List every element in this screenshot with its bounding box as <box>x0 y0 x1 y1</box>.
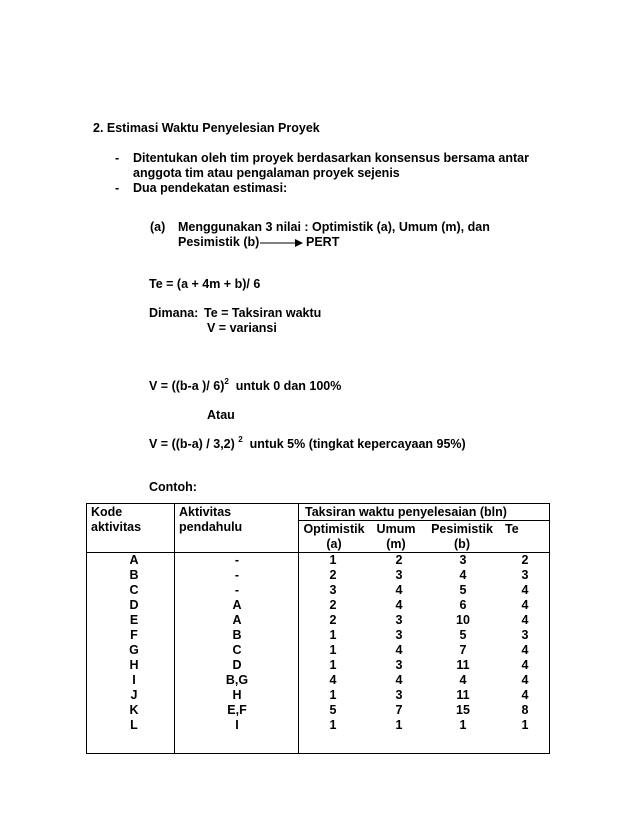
cell-kode: B <box>129 568 139 582</box>
cell-te: 4 <box>521 643 529 657</box>
formula-v2-rest: untuk 5% (tingkat kepercayaan 95%) <box>242 437 466 451</box>
cell-umum: 3 <box>395 688 403 702</box>
header-umum-symbol: (m) <box>386 537 406 551</box>
table-row <box>87 643 549 658</box>
cell-te: 4 <box>521 598 529 612</box>
cell-optimistik: 1 <box>329 553 337 567</box>
cell-optimistik: 2 <box>329 613 337 627</box>
cell-pendahulu: A <box>232 613 242 627</box>
header-pesimistik-symbol: (b) <box>454 537 470 551</box>
cell-optimistik: 4 <box>329 673 337 687</box>
cell-te: 4 <box>521 688 529 702</box>
bullet-1-line-2: anggota tim atau pengalaman proyek sejenis <box>133 166 400 180</box>
cell-pesimistik: 7 <box>459 643 467 657</box>
estimation-table <box>86 503 550 754</box>
cell-pendahulu: C <box>232 643 242 657</box>
header-pesimistik: Pesimistik <box>431 522 493 536</box>
header-optimistik: Optimistik <box>303 522 365 536</box>
cell-umum: 2 <box>395 553 403 567</box>
cell-optimistik: 1 <box>329 718 337 732</box>
cell-pendahulu: - <box>234 583 240 597</box>
formula-v2 <box>149 437 466 452</box>
cell-pesimistik: 3 <box>459 553 467 567</box>
cell-umum: 3 <box>395 628 403 642</box>
bullet-2-line-1: Dua pendekatan estimasi: <box>133 181 288 195</box>
dimana-label: Dimana: <box>149 306 199 320</box>
cell-pendahulu: H <box>232 688 242 702</box>
cell-optimistik: 1 <box>329 688 337 702</box>
cell-optimistik: 5 <box>329 703 337 717</box>
header-aktivitas-line-1: Aktivitas <box>179 505 232 519</box>
cell-umum: 3 <box>395 568 403 582</box>
cell-kode: D <box>129 598 139 612</box>
cell-kode: L <box>130 718 138 732</box>
table-row <box>87 628 549 643</box>
table-row <box>87 703 549 718</box>
section-heading: 2. Estimasi Waktu Penyelesian Proyek <box>93 121 320 135</box>
formula-v2-base: V = ((b-a) / 3,2) <box>149 437 239 451</box>
cell-te: 4 <box>521 613 529 627</box>
table-divider <box>298 520 549 521</box>
cell-pendahulu: - <box>234 553 240 567</box>
cell-umum: 4 <box>395 598 403 612</box>
header-optimistik-symbol: (a) <box>326 537 342 551</box>
table-row <box>87 583 549 598</box>
contoh-label: Contoh: <box>149 480 197 494</box>
cell-optimistik: 3 <box>329 583 337 597</box>
cell-kode: K <box>129 703 139 717</box>
table-row <box>87 598 549 613</box>
cell-te: 3 <box>521 628 529 642</box>
cell-kode: I <box>132 673 136 687</box>
cell-kode: C <box>129 583 139 597</box>
cell-pendahulu: B <box>232 628 242 642</box>
cell-kode: H <box>129 658 139 672</box>
cell-pesimistik: 5 <box>459 628 467 642</box>
header-kode-line-1: Kode <box>91 505 123 519</box>
cell-umum: 3 <box>395 613 403 627</box>
cell-umum: 4 <box>395 673 403 687</box>
right-arrow-icon <box>259 236 305 250</box>
header-aktivitas-line-2: pendahulu <box>179 520 243 534</box>
cell-kode: A <box>129 553 139 567</box>
approach-arrow-target: PERT <box>306 235 340 249</box>
cell-pesimistik: 6 <box>459 598 467 612</box>
formula-v1-exponent: 2 <box>224 377 229 386</box>
cell-pesimistik: 11 <box>456 658 470 672</box>
cell-kode: J <box>130 688 138 702</box>
cell-te: 2 <box>521 553 529 567</box>
approach-line-2: Pesimistik (b) <box>178 235 260 249</box>
cell-umum: 3 <box>395 658 403 672</box>
cell-optimistik: 2 <box>329 568 337 582</box>
cell-pendahulu: E,F <box>227 703 247 717</box>
cell-optimistik: 1 <box>329 658 337 672</box>
cell-optimistik: 1 <box>329 643 337 657</box>
bullet-dash: - <box>115 181 120 195</box>
formula-te: Te = (a + 4m + b)/ 6 <box>149 277 261 291</box>
approach-line-1: Menggunakan 3 nilai : Optimistik (a), Umum (m), dan <box>178 220 490 234</box>
formula-v1-base: V = ((b-a )/ 6) <box>149 379 225 393</box>
cell-pesimistik: 1 <box>459 718 467 732</box>
cell-umum: 4 <box>395 583 403 597</box>
cell-te: 4 <box>521 658 529 672</box>
dimana-v: V = variansi <box>207 321 277 335</box>
header-kode-line-2: aktivitas <box>91 520 142 534</box>
table-row <box>87 718 549 733</box>
table-row <box>87 568 549 583</box>
cell-te: 4 <box>521 583 529 597</box>
table-row <box>87 613 549 628</box>
table-row <box>87 688 549 703</box>
cell-te: 1 <box>521 718 529 732</box>
cell-pesimistik: 15 <box>456 703 470 717</box>
cell-pendahulu: A <box>232 598 242 612</box>
cell-te: 4 <box>521 673 529 687</box>
header-te: Te <box>505 522 519 536</box>
atau-text: Atau <box>207 408 235 422</box>
header-umum: Umum <box>376 522 416 536</box>
cell-pendahulu: - <box>234 568 240 582</box>
cell-pesimistik: 11 <box>456 688 470 702</box>
cell-umum: 1 <box>395 718 403 732</box>
formula-v1-rest: untuk 0 dan 100% <box>228 379 342 393</box>
cell-te: 3 <box>521 568 529 582</box>
table-row <box>87 673 549 688</box>
formula-v1 <box>149 379 341 394</box>
cell-kode: G <box>129 643 139 657</box>
table-body <box>87 553 549 733</box>
cell-kode: E <box>129 613 139 627</box>
cell-optimistik: 2 <box>329 598 337 612</box>
cell-optimistik: 1 <box>329 628 337 642</box>
approach-marker: (a) <box>150 220 166 234</box>
cell-pesimistik: 4 <box>459 568 467 582</box>
cell-umum: 4 <box>395 643 403 657</box>
cell-pesimistik: 4 <box>459 673 467 687</box>
cell-pesimistik: 10 <box>456 613 470 627</box>
dimana-te: Te = Taksiran waktu <box>204 306 322 320</box>
cell-pendahulu: I <box>235 718 239 732</box>
header-taksiran: Taksiran waktu penyelesaian (bln) <box>305 505 507 519</box>
cell-te: 8 <box>521 703 529 717</box>
cell-pesimistik: 5 <box>459 583 467 597</box>
cell-kode: F <box>130 628 138 642</box>
bullet-dash: - <box>115 151 120 165</box>
cell-pendahulu: D <box>232 658 242 672</box>
formula-v2-exponent: 2 <box>238 435 243 444</box>
cell-umum: 7 <box>395 703 403 717</box>
bullet-1-line-1: Ditentukan oleh tim proyek berdasarkan konsensus bersama antar <box>133 151 529 165</box>
table-row <box>87 658 549 673</box>
cell-pendahulu: B,G <box>225 673 249 687</box>
table-row <box>87 553 549 568</box>
